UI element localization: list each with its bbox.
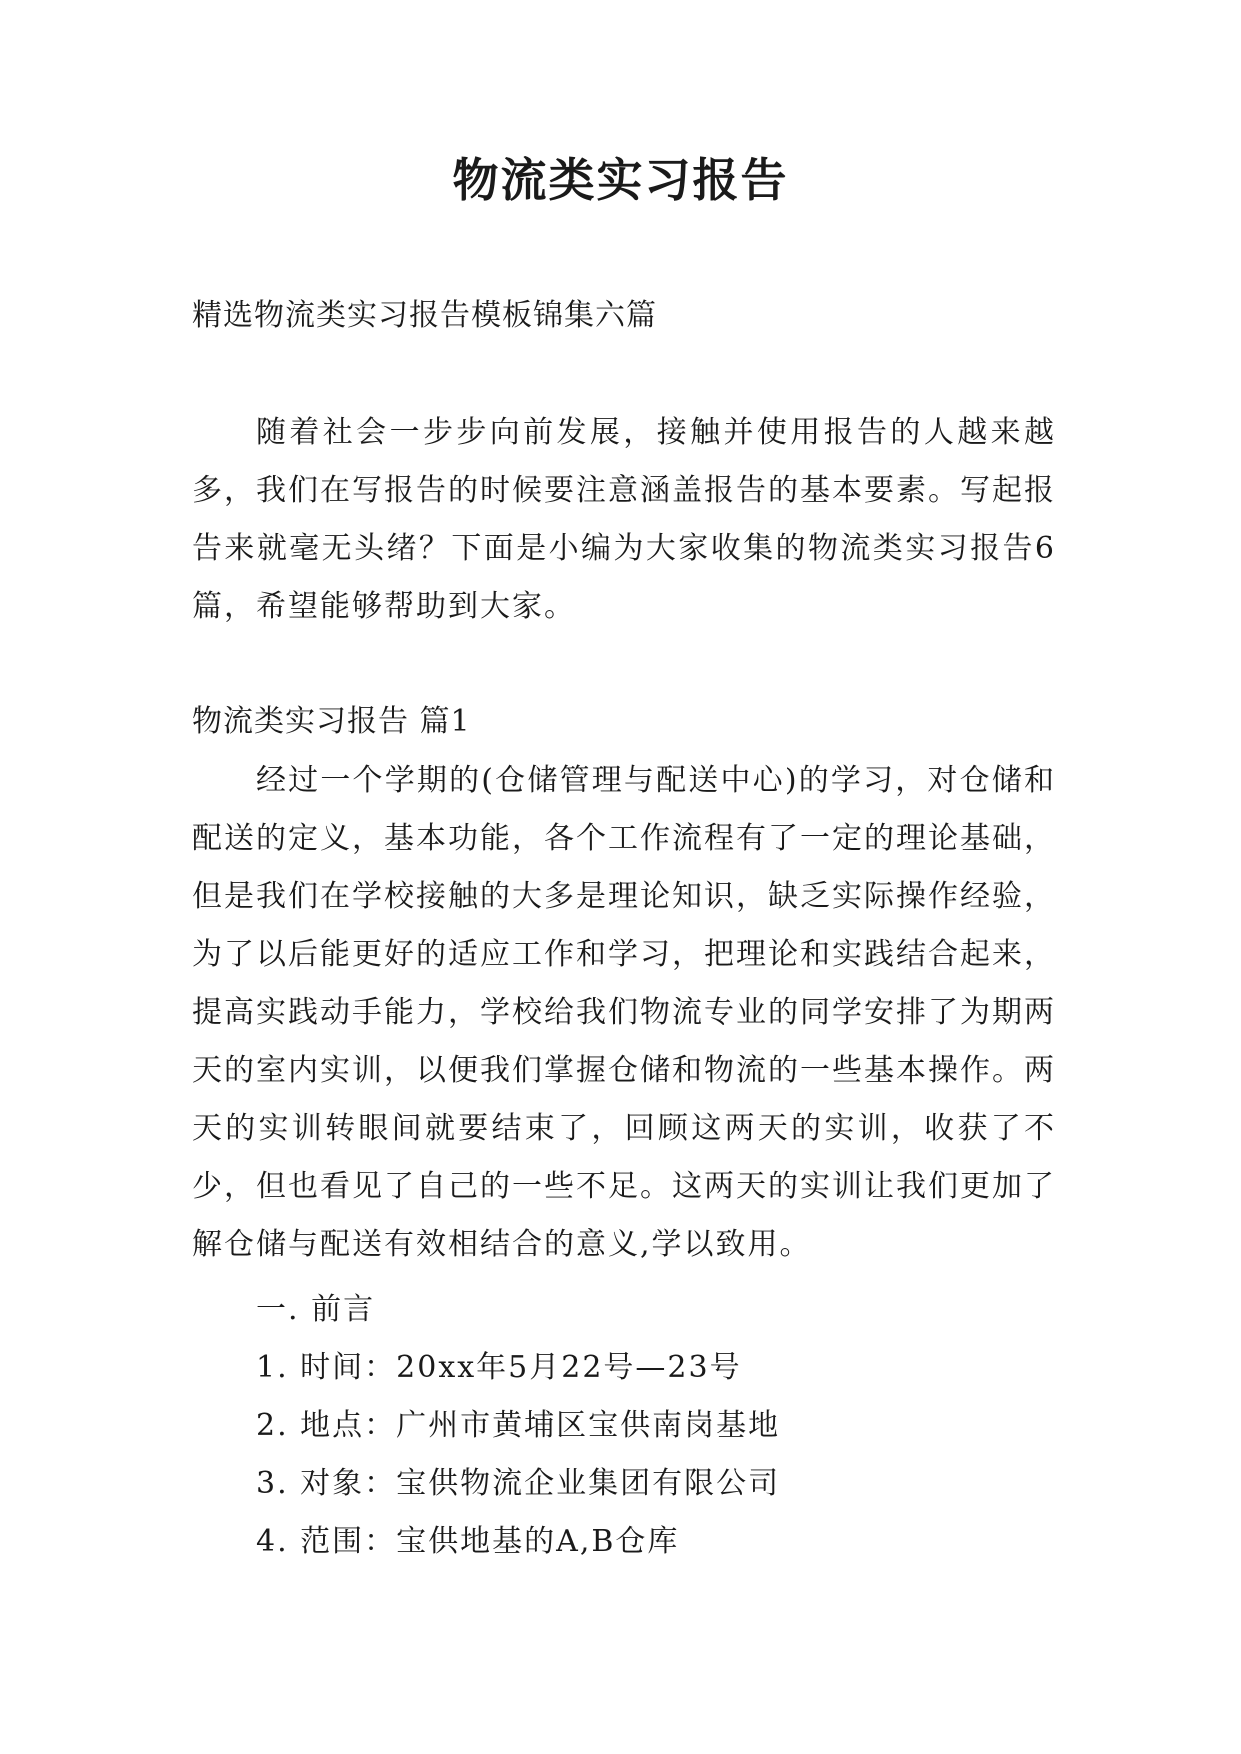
list-item: 1. 时间：20xx年5月22号—23号 bbox=[256, 1350, 742, 1385]
intro-paragraph: 随着社会一步步向前发展，接触并使用报告的人越来越多，我们在写报告的时候要注意涵盖报告的基本要素。写起报告来就毫无头绪？下面是小编为大家收集的物流类实习报告6篇，希望能够帮助到大家。 bbox=[192, 415, 1056, 624]
document-subtitle: 精选物流类实习报告模板锦集六篇 bbox=[192, 298, 657, 333]
document-title: 物流类实习报告 bbox=[452, 153, 789, 207]
list-item: 4. 范围：宝供地基的A,B仓库 bbox=[256, 1524, 680, 1559]
list-item: 2. 地点：广州市黄埔区宝供南岗基地 bbox=[256, 1408, 781, 1443]
details-list bbox=[256, 1281, 780, 1571]
section-body-paragraph: 经过一个学期的(仓储管理与配送中心)的学习，对仓储和配送的定义，基本功能，各个工作流程有了一定的理论基础，但是我们在学校接触的大多是理论知识，缺乏实际操作经验，为了以后能更好的适应工作和学习，把理论和实践结合起来，提高实践动手能力，学校给我们物流专业的同学安排了为期两天的室内实训，以便我们掌握仓储和物流的一些基本操作。两天的实训转眼间就要结束了，回顾这两天的实训，收获了不少，但也看见了自己的一些不足。这两天的实训让我们更加了解仓储与配送有效相结合的意义,学以致用。 bbox=[192, 763, 1056, 1262]
section-heading: 物流类实习报告 篇1 bbox=[192, 704, 471, 739]
list-item: 3. 对象：宝供物流企业集团有限公司 bbox=[256, 1466, 781, 1501]
list-item: 一. 前言 bbox=[256, 1292, 376, 1327]
